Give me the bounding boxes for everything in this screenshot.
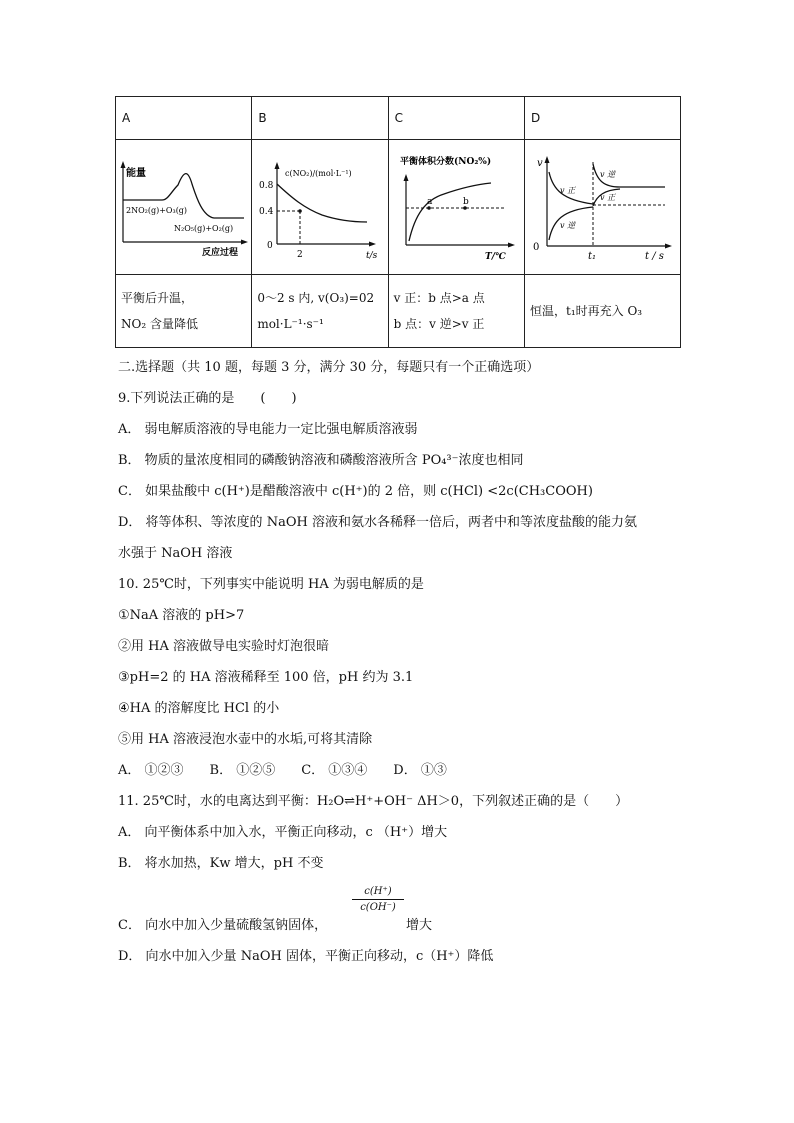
- graph-c-title: 平衡体积分数(NO₂%): [399, 157, 491, 167]
- graph-c-label-b: b: [462, 197, 469, 207]
- graph-a-xlabel: 反应过程: [202, 248, 239, 258]
- q11-option-c-tail: 增大: [406, 918, 433, 933]
- q10-item-3: ③pH=2 的 HA 溶液稀释至 100 倍，pH 约为 3.1: [118, 670, 414, 685]
- desc-d-cell: [525, 275, 681, 348]
- q11-stem: 11. 25℃时，水的电离达到平衡：H₂O⇌H⁺+OH⁻ ΔH＞0，下列叙述正确的是（ ）: [118, 794, 629, 809]
- graph-c-y-arrow: [403, 174, 408, 181]
- graph-b-cell: [252, 140, 388, 275]
- graph-a-cell: [116, 140, 252, 275]
- header-b: B: [252, 97, 388, 140]
- graph-b-y-arrow: [275, 162, 280, 169]
- q9-stem: 9.下列说法正确的是 ( ): [118, 391, 297, 406]
- desc-d-line1: 恒温，t₁时再充入 O₃: [530, 304, 643, 318]
- desc-b-line2: mol·L⁻¹·s⁻¹: [257, 317, 324, 331]
- graph-b-tick-04: 0.4: [259, 207, 274, 217]
- question-table: [115, 96, 681, 348]
- volume-fraction-graph: [389, 140, 524, 270]
- q11-option-d: D． 向水中加入少量 NaOH 固体，平衡正向移动，c（H⁺）降低: [118, 949, 494, 964]
- fraction-numerator: c(H⁺): [352, 886, 404, 900]
- hydrogen-hydroxide-ratio: [352, 886, 404, 913]
- rate-time-graph: [525, 140, 680, 270]
- graph-c-xlabel: T/℃: [484, 252, 506, 262]
- graph-d-v-top-left: v 正: [560, 186, 576, 195]
- graph-c-cell: [388, 140, 524, 275]
- section-heading: 二.选择题（共 10 题，每题 3 分，满分 30 分，每题只有一个正确选项）: [118, 360, 540, 375]
- q9-option-d-cont: 水强于 NaOH 溶液: [118, 546, 233, 561]
- desc-a-line2: NO₂ 含量降低: [121, 317, 198, 331]
- graph-b-curve: [277, 184, 367, 222]
- graph-a-reactants: 2NO₂(g)+O₃(g): [126, 206, 188, 215]
- concentration-graph: [252, 140, 387, 270]
- desc-a-cell: [116, 275, 252, 348]
- q10-options: A． ①②③ B． ①②⑤ C． ①③④ D． ①③: [118, 763, 447, 778]
- fraction-denominator: c(OH⁻): [360, 902, 396, 913]
- graph-d-origin: 0: [533, 242, 540, 253]
- graph-b-point: [299, 209, 303, 213]
- graph-c-x-arrow: [508, 243, 515, 248]
- graph-c-label-a: a: [426, 197, 433, 207]
- graph-d-ylabel: v: [537, 158, 543, 169]
- graph-d-cell: [525, 140, 681, 275]
- graph-b-tick-0: 0: [267, 241, 274, 251]
- graph-d-t1: t₁: [588, 251, 597, 262]
- graph-a-ylabel: 能量: [126, 168, 146, 179]
- graph-d-v-low: v 逆: [560, 221, 576, 230]
- q10-item-1: ①NaA 溶液的 pH>7: [118, 608, 245, 623]
- q11-option-a: A． 向平衡体系中加入水，平衡正向移动，c （H⁺）增大: [118, 825, 448, 840]
- graph-a-products: N₂O₅(g)+O₂(g): [174, 224, 234, 233]
- q10-item-4: ④HA 的溶解度比 HCl 的小: [118, 701, 280, 716]
- graph-d-xlabel: t / s: [645, 251, 664, 262]
- graph-a-y-arrow: [121, 161, 126, 168]
- q9-option-b: B． 物质的量浓度相同的磷酸钠溶液和磷酸溶液所含 PO₄³⁻浓度也相同: [118, 453, 524, 468]
- energy-diagram: [116, 140, 251, 270]
- header-c: C: [388, 97, 524, 140]
- desc-a-line1: 平衡后升温，: [121, 291, 194, 305]
- graph-b-tick-08: 0.8: [259, 181, 274, 191]
- q9-option-c: C． 如果盐酸中 c(H⁺)是醋酸溶液中 c(H⁺)的 2 倍，则 c(HCl) <2c(CH₃COOH): [118, 484, 593, 499]
- q9-option-a: A． 弱电解质溶液的导电能力一定比强电解质溶液弱: [118, 422, 418, 437]
- q10-item-2: ②用 HA 溶液做导电实验时灯泡很暗: [118, 639, 329, 654]
- graph-d-v-top-right: v 逆: [600, 170, 616, 179]
- graph-a-x-arrow: [241, 240, 248, 245]
- desc-c-line1: v 正：b 点>a 点: [393, 291, 485, 305]
- desc-b-cell: [252, 275, 388, 348]
- graph-d-y-arrow: [545, 156, 550, 163]
- graph-b-x-arrow: [369, 242, 376, 247]
- q10-stem: 10. 25℃时，下列事实中能说明 HA 为弱电解质的是: [118, 577, 424, 592]
- header-a: A: [116, 97, 252, 140]
- graph-d-v-mid: v 正: [600, 193, 616, 202]
- graph-b-tick-2: 2: [297, 250, 304, 260]
- graph-c-curve: [409, 183, 491, 241]
- graph-b-xlabel: t/s: [366, 251, 378, 261]
- q11-option-b: B． 将水加热，Kw 增大，pH 不变: [118, 856, 324, 871]
- graph-b-ylabel: c(NO₂)/(mol·L⁻¹): [285, 169, 352, 178]
- desc-b-line1: 0～2 s 内, v(O₃)=02: [257, 291, 375, 305]
- desc-c-line2: b 点：v 逆>v 正: [393, 317, 485, 331]
- header-d: D: [525, 97, 681, 140]
- q9-option-d: D． 将等体积、等浓度的 NaOH 溶液和氨水各稀释一倍后，两者中和等浓度盐酸的能力氨: [118, 515, 637, 530]
- graph-d-x-arrow: [665, 244, 672, 249]
- q10-item-5: ⑤用 HA 溶液浸泡水壶中的水垢,可将其清除: [118, 732, 373, 747]
- q11-option-c: C． 向水中加入少量硫酸氢钠固体，: [118, 918, 328, 933]
- desc-c-cell: [388, 275, 524, 348]
